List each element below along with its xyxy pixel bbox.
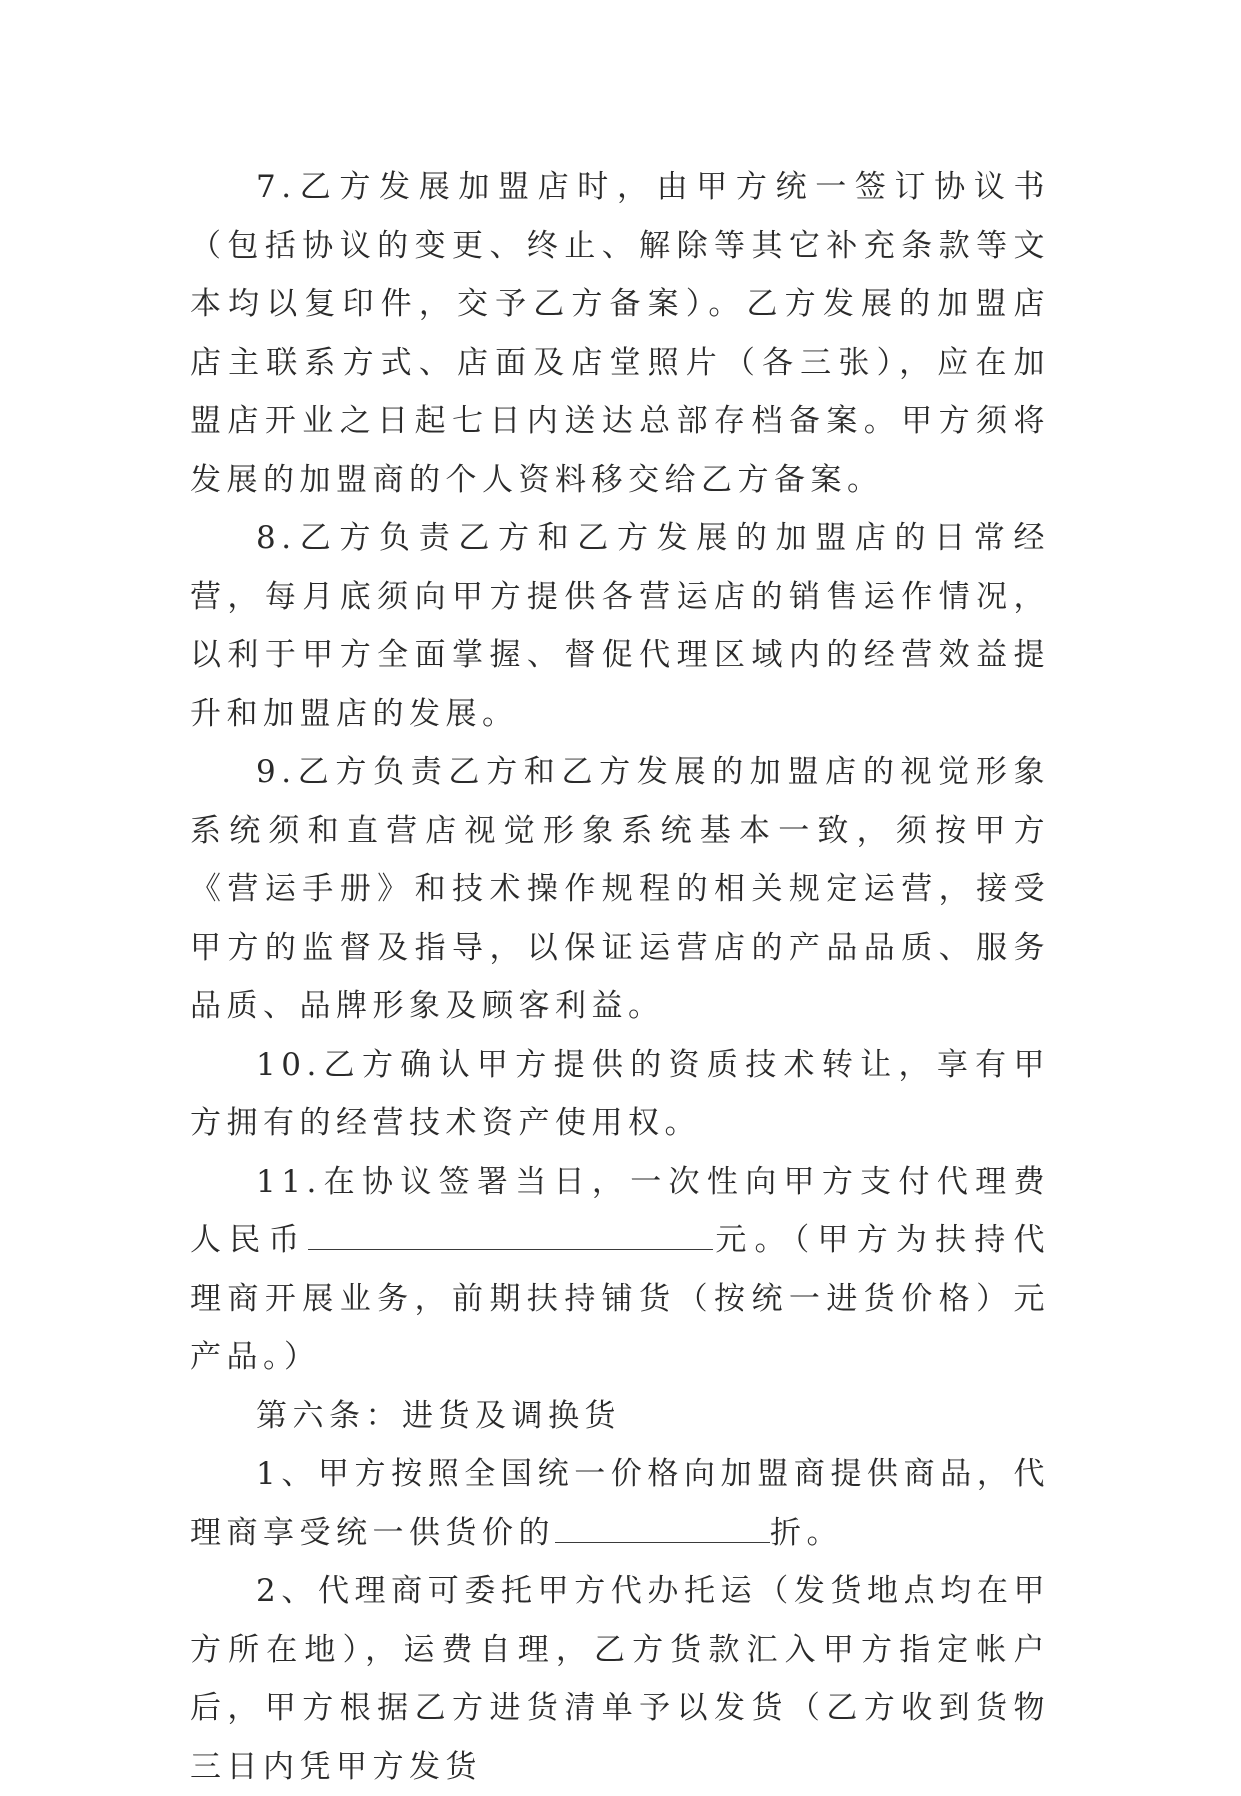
clause-10: 10.乙方确认甲方提供的资质技术转让，享有甲方拥有的经营技术资产使用权。 [190,1046,1050,1141]
article-6-item-1 [190,1445,1050,1562]
clause-9: 9.乙方负责乙方和乙方发展的加盟店的视觉形象系统须和直营店视觉形象系统基本一致，须按甲方《营运手册》和技术操作规程的相关规定运营，接受甲方的监督及指导，以保证运营店的产品品质、服务品质、品牌形象及顾客利益。 [190,754,1050,1024]
article-6-heading: 第六条：进货及调换货 [256,1397,621,1434]
discount-blank [555,1508,770,1543]
clause-11 [190,1153,1050,1387]
article-6-item-1-text-after: 折。 [770,1514,843,1551]
agency-fee-blank [308,1215,713,1250]
article-6-item-1-text-before: 1、甲方按照全国统一价格向加盟商提供商品，代理商享受统一供货价的 [190,1456,1050,1551]
clause-11-text-before: 11.在协议签署当日，一次性向甲方支付代理费人民币 [190,1163,1050,1258]
document-body [190,158,1050,1796]
clause-8: 8.乙方负责乙方和乙方发展的加盟店的日常经营，每月底须向甲方提供各营运店的销售运作情况，以利于甲方全面掌握、督促代理区域内的经营效益提升和加盟店的发展。 [190,520,1050,732]
clause-11-text-after: 元。（甲方为扶持代理商开展业务，前期扶持铺货（按统一进货价格）元产品。） [190,1222,1050,1375]
clause-7: 7.乙方发展加盟店时，由甲方统一签订协议书（包括协议的变更、终止、解除等其它补充条款等文本均以复印件，交予乙方备案）。乙方发展的加盟店店主联系方式、店面及店堂照片（各三张），应在加盟店开业之日起七日内送达总部存档备案。甲方须将发展的加盟商的个人资料移交给乙方备案。 [190,169,1050,498]
article-6-item-2: 2、代理商可委托甲方代办托运（发货地点均在甲方所在地），运费自理，乙方货款汇入甲方指定帐户后，甲方根据乙方进货清单予以发货（乙方收到货物三日内凭甲方发货 [190,1573,1050,1785]
